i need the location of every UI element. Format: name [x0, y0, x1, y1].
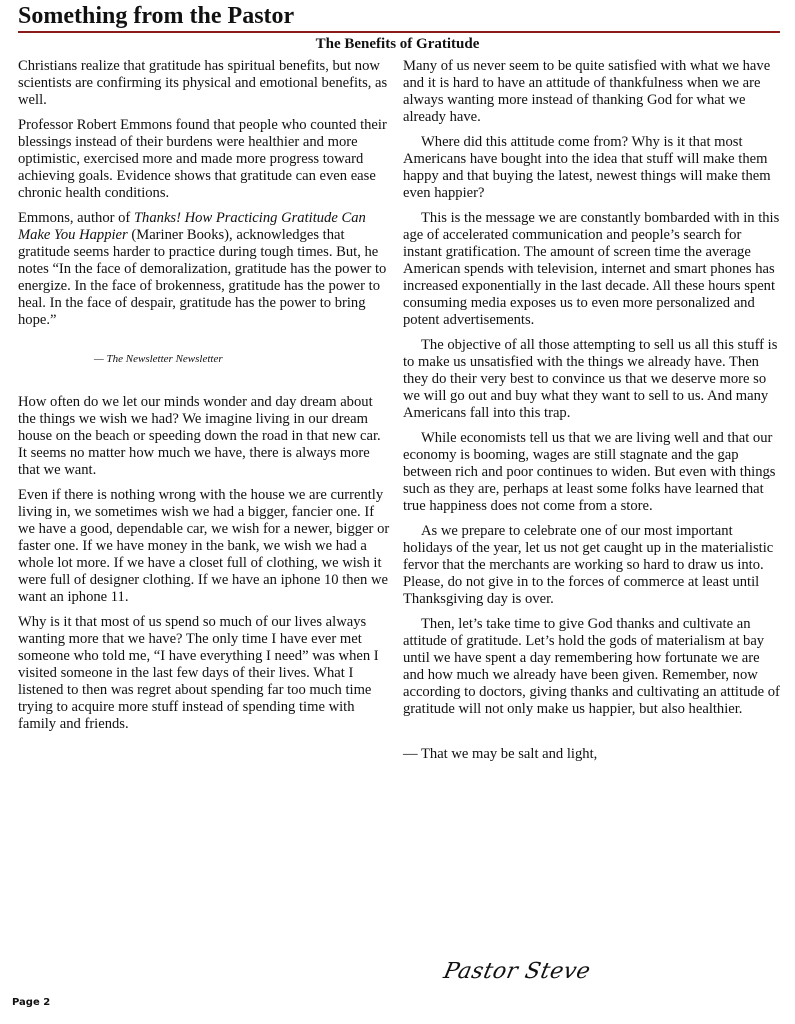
paragraph: Professor Robert Emmons found that people who counted their blessings instead of their burdens were healthier and more optimistic, exercised more and made more progress toward achieving goals. Evidence shows that gratitude can even ease chronic health conditions.: [18, 117, 387, 201]
paragraph: Then, let’s take time to give God thanks and cultivate an attitude of gratitude. Let’s hold the gods of materialism at bay until we have spent a day remembering how fortunate we are and how much we already have been given. Remember, now according to doctors, giving thanks and cultivating an attitude of gratitude will not only make us happier, but also healthier.: [403, 616, 780, 717]
paragraph: The objective of all those attempting to sell us all this stuff is to make us unsatisfied with the things we already have. Then they do their very best to convince us that we deserve more so we will go out and buy what they want to sell to us. And many Americans fall into this trap.: [403, 337, 778, 421]
spacer: [18, 368, 392, 394]
paragraph: As we prepare to celebrate one of our most important holidays of the year, let us not get caught up in the materialistic fervor that the merchants are working so hard to draw us into. Please, do not give in to the forces of commerce at least until Thanksgiving day is over.: [403, 523, 774, 607]
paragraph-rest: (Mariner Books), acknowledges that gratitude seems harder to practice during tough times. But, he notes “In the face of demoralization, gratitude has the power to energize. In the face of brokenness, gratitude has the power to heal. In the face of despair, gratitude has the power to bring hope.”: [18, 227, 387, 328]
paragraph: This is the message we are constantly bombarded with in this age of accelerated communication and people’s search for instant gratification. The amount of screen time the average American spends with television, internet and smart phones has increased exponentially in the last decade. All these hours spent consuming media exposes us to even more personalized and potent advertisements.: [403, 210, 780, 328]
left-column: [18, 58, 392, 741]
paragraph: Christians realize that gratitude has spiritual benefits, but now scientists are confirming its physical and emotional benefits, as well.: [18, 58, 388, 108]
right-column: [403, 58, 781, 771]
paragraph: Many of us never seem to be quite satisfied with what we have and it is hard to have an attitude of thankfulness when we are always wanting more instead of thanking God for what we already have.: [403, 58, 771, 125]
signature: Pastor Steve: [441, 959, 593, 984]
masthead-title: Something from the Pastor: [18, 3, 295, 29]
article-title: The Benefits of Gratitude: [315, 36, 480, 52]
quote-attribution: — The Newsletter Newsletter: [94, 353, 223, 365]
paragraph: Where did this attitude come from? Why is it that most Americans have bought into the idea that stuff will make them happy and that buying the latest, newest things will make them even happier?: [403, 134, 771, 201]
paragraph-lead: Emmons, author of: [18, 210, 134, 226]
book-title: Thanks! How Practicing Gratitude Can Make You Happier: [18, 210, 366, 243]
paragraph: How often do we let our minds wonder and day dream about the things we wish we had? We imagine living in our dream house on the beach or speeding down the road in that new car. It seems no matter how much we have, there is always more that we want.: [18, 394, 381, 478]
paragraph: Why is it that most of us spend so much of our lives always wanting more that we have? The only time I have ever met someone who told me, “I have everything I need” was when I visited someone in the last few days of their lives. What I listened to then was regret about spending far too much time trying to acquire more stuff instead of spending time with family and friends.: [18, 614, 379, 732]
paragraph: [18, 210, 392, 329]
page-number: Page 2: [12, 997, 51, 1008]
paragraph: While economists tell us that we are living well and that our economy is booming, wages are still stagnate and the gap between rich and poor continues to widen. But even with things such as they are, perhaps at least some folks have learned that true happiness does not come from a store.: [403, 430, 776, 514]
paragraph: Even if there is nothing wrong with the house we are currently living in, we sometimes wish we had a bigger, fancier one. If we have a good, dependable car, we wish for a newer, bigger or faster one. If we have money in the bank, we wish we had a whole lot more. If we have a closet full of clothing, we wish it were full of designer clothing. If we have an iphone 10 then we want an iphone 11.: [18, 487, 390, 605]
header-rule: [18, 31, 780, 33]
signoff: — That we may be salt and light,: [403, 746, 598, 762]
